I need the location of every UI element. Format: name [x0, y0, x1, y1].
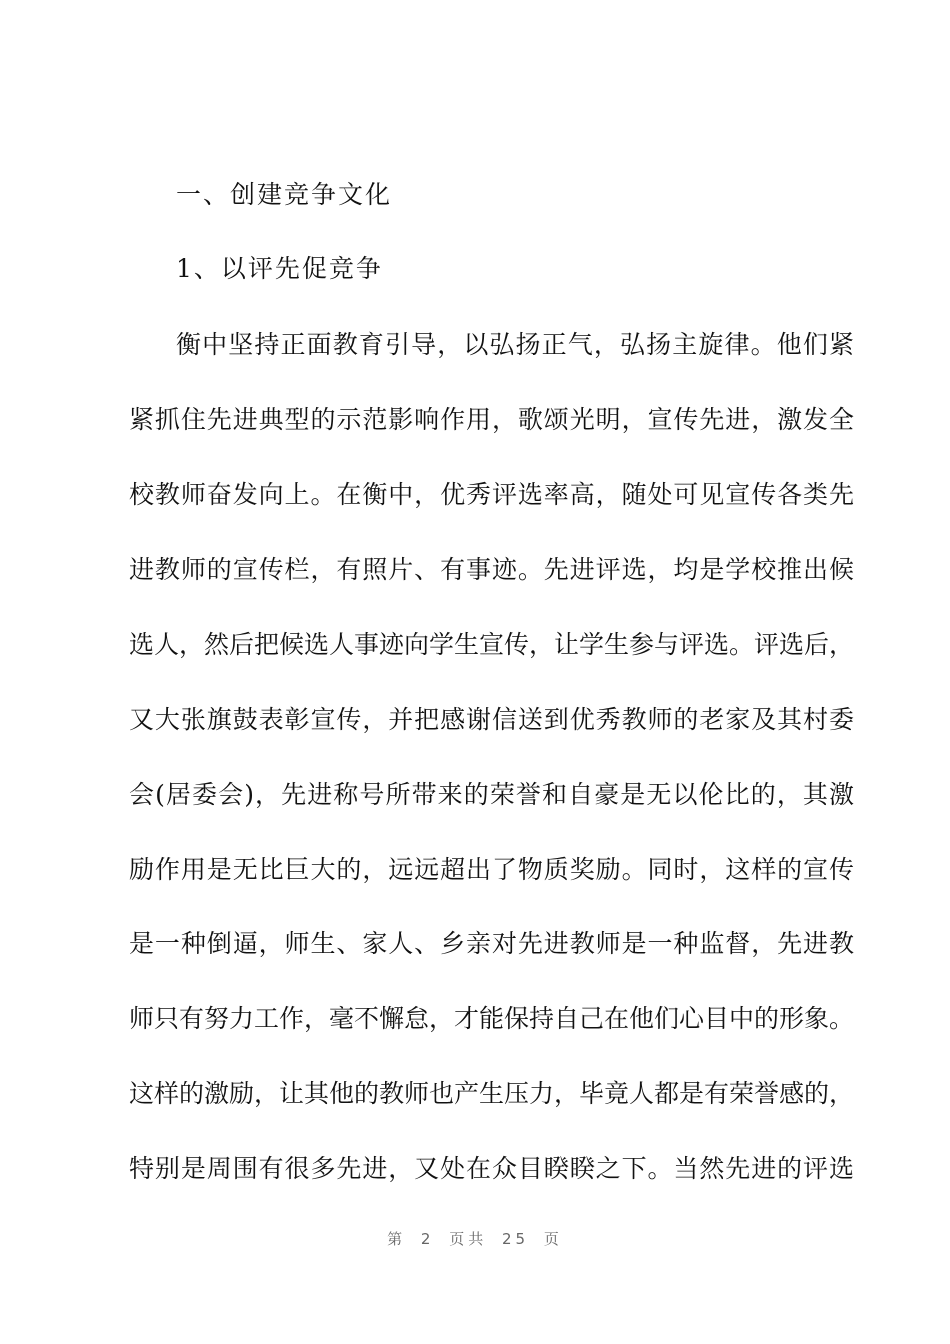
paragraph-line: 校教师奋发向上。在衡中，优秀评选率高，随处可见宣传各类先 — [129, 480, 854, 509]
paragraph-line: 是一种倒逼，师生、家人、乡亲对先进教师是一种监督，先进教 — [129, 929, 854, 958]
paragraph-line: 会(居委会)，先进称号所带来的荣誉和自豪是无以伦比的，其激 — [129, 780, 854, 809]
paragraph-line: 紧抓住先进典型的示范影响作用，歌颂光明，宣传先进，激发全 — [129, 405, 854, 434]
paragraph-line: 衡中坚持正面教育引导，以弘扬正气，弘扬主旋律。他们紧 — [176, 330, 854, 359]
paragraph-line: 励作用是无比巨大的，远远超出了物质奖励。同时，这样的宣传 — [129, 855, 854, 884]
paragraph-line: 又大张旗鼓表彰宣传，并把感谢信送到优秀教师的老家及其村委 — [129, 705, 854, 734]
paragraph-line: 选人，然后把候选人事迹向学生宣传，让学生参与评选。评选后， — [129, 630, 855, 659]
paragraph-line: 这样的激励，让其他的教师也产生压力，毕竟人都是有荣誉感的， — [129, 1079, 855, 1108]
section-heading: 一、创建竞争文化 — [176, 180, 393, 209]
paragraph-line: 师只有努力工作，毫不懈怠，才能保持自己在他们心目中的形象。 — [129, 1004, 855, 1033]
subsection-heading: 1、以评先促竞争 — [176, 254, 383, 283]
page-number-footer: 第 2 页共 25 页 — [387, 1230, 563, 1248]
paragraph-line: 进教师的宣传栏，有照片、有事迹。先进评选，均是学校推出候 — [129, 555, 854, 584]
paragraph-line: 特别是周围有很多先进，又处在众目睽睽之下。当然先进的评选 — [129, 1154, 854, 1183]
